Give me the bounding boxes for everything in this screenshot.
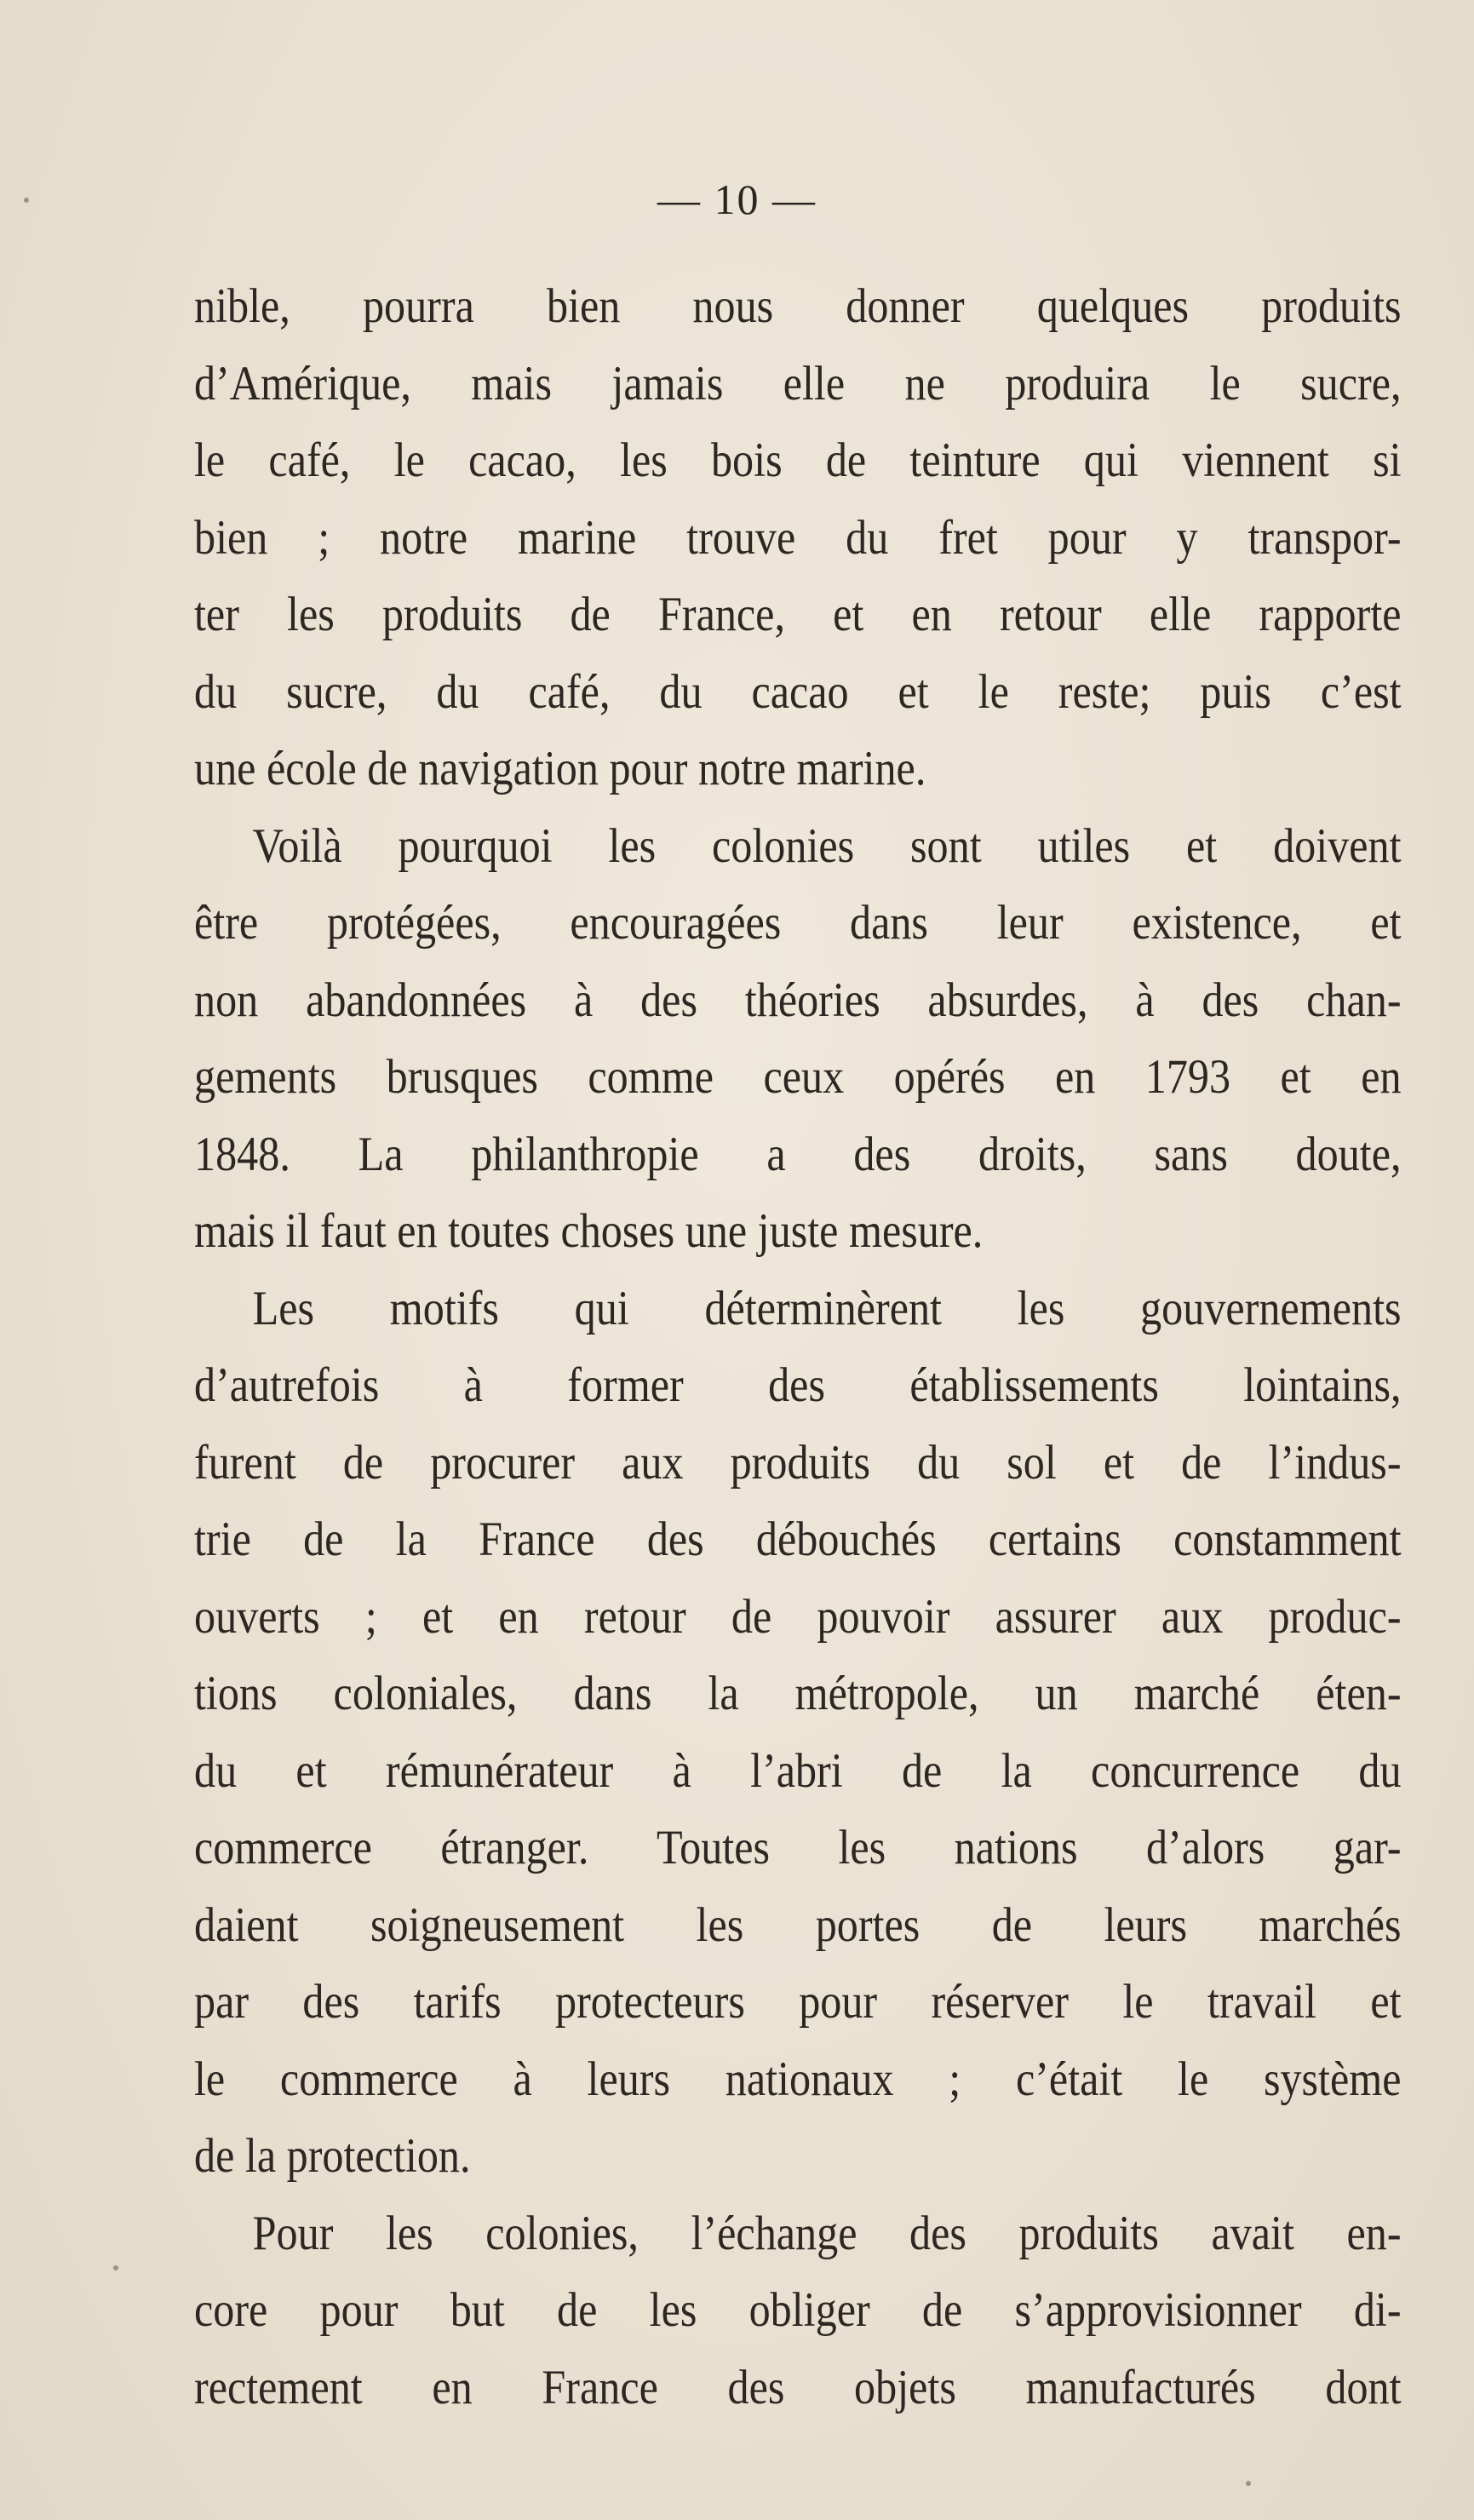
paper-speck <box>113 2265 118 2270</box>
paper-speck <box>1246 2481 1251 2486</box>
text-line: commerce étranger. Toutes les nations d’alors gar- <box>194 1821 1402 1874</box>
text-line: par des tarifs protecteurs pour réserver le travail et <box>194 1975 1402 2029</box>
text-line: être protégées, encouragées dans leur existence, et <box>194 896 1402 950</box>
text-line: furent de procurer aux produits du sol et de l’indus- <box>194 1435 1402 1490</box>
text-line: core pour but de les obliger de s’approvisionner di- <box>194 2283 1402 2337</box>
body-text <box>194 268 1402 2426</box>
text-line: rectement en France des objets manufacturés dont <box>194 2360 1402 2414</box>
text-line: tions coloniales, dans la métropole, un marché éten- <box>194 1667 1402 1720</box>
text-line: Les motifs qui déterminèrent les gouvernements <box>252 1281 1402 1335</box>
paper-speck <box>24 198 29 203</box>
text-line: nible, pourra bien nous donner quelques produits <box>194 279 1402 333</box>
page-number: — 10 — <box>657 175 817 223</box>
text-line: Pour les colonies, l’échange des produits avait en- <box>252 2206 1402 2260</box>
text-line: le commerce à leurs nationaux ; c’était le système <box>194 2052 1402 2106</box>
text-line: de la protection. <box>194 2129 471 2183</box>
text-line: gements brusques comme ceux opérés en 1793 et en <box>194 1050 1402 1104</box>
text-line: une école de navigation pour notre marine. <box>194 742 926 795</box>
text-line: ouverts ; et en retour de pouvoir assurer aux produc- <box>194 1589 1402 1644</box>
text-line: non abandonnées à des théories absurdes, à des chan- <box>194 973 1402 1027</box>
text-line: daient soigneusement les portes de leurs marchés <box>194 1897 1402 1952</box>
text-line: d’Amérique, mais jamais elle ne produira le sucre, <box>194 356 1402 410</box>
text-line: mais il faut en toutes choses une juste mesure. <box>194 1204 984 1258</box>
text-line: d’autrefois à former des établissements lointains, <box>194 1358 1402 1412</box>
text-line: ter les produits de France, et en retour elle rapporte <box>194 588 1402 641</box>
text-line: trie de la France des débouchés certains constamment <box>194 1513 1402 1566</box>
text-line: 1848. La philanthropie a des droits, sans doute, <box>194 1127 1402 1181</box>
text-line: Voilà pourquoi les colonies sont utiles et doivent <box>252 818 1402 873</box>
text-line: du et rémunérateur à l’abri de la concurrence du <box>194 1743 1402 1798</box>
text-line: du sucre, du café, du cacao et le reste; puis c’est <box>194 664 1402 719</box>
text-line: le café, le cacao, les bois de teinture qui viennent si <box>194 433 1402 487</box>
text-line: bien ; notre marine trouve du fret pour y transpor- <box>194 510 1402 565</box>
